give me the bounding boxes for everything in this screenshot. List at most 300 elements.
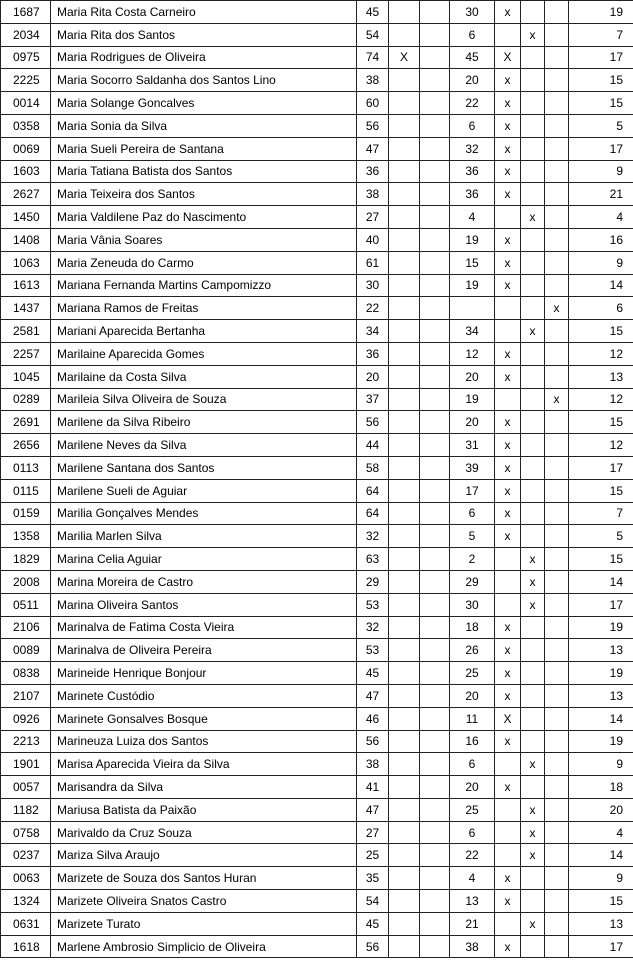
total-cell: 15 — [569, 320, 633, 343]
age-cell: 35 — [357, 867, 389, 890]
table-row — [1, 593, 633, 616]
id-cell: 2257 — [1, 342, 51, 365]
mark-cell-b — [420, 297, 450, 320]
id-cell: 1603 — [1, 160, 51, 183]
age-cell: 20 — [357, 365, 389, 388]
mark-cell-b — [420, 411, 450, 434]
mark-cell-e — [545, 228, 569, 251]
total-cell: 14 — [569, 707, 633, 730]
total-cell: 13 — [569, 912, 633, 935]
mark-cell-e: x — [545, 297, 569, 320]
age-cell: 32 — [357, 525, 389, 548]
mark-cell-d — [521, 69, 545, 92]
mark-cell-e — [545, 342, 569, 365]
id-cell: 0115 — [1, 479, 51, 502]
mark-cell-d: x — [521, 548, 545, 571]
name-cell: Maria Socorro Saldanha dos Santos Lino — [51, 69, 357, 92]
mark-cell-e — [545, 593, 569, 616]
table-body — [1, 1, 633, 958]
count-cell: 25 — [450, 662, 495, 685]
name-cell: Marilia Marlen Silva — [51, 525, 357, 548]
id-cell: 1901 — [1, 753, 51, 776]
mark-cell-b — [420, 707, 450, 730]
mark-cell-b — [420, 114, 450, 137]
mark-cell-e — [545, 456, 569, 479]
total-cell: 19 — [569, 730, 633, 753]
mark-cell-c — [495, 593, 521, 616]
table-row — [1, 935, 633, 958]
age-cell: 27 — [357, 206, 389, 229]
mark-cell-c: x — [495, 456, 521, 479]
table-row — [1, 548, 633, 571]
mark-cell-d — [521, 92, 545, 115]
total-cell: 13 — [569, 684, 633, 707]
count-cell: 4 — [450, 867, 495, 890]
mark-cell-d: x — [521, 844, 545, 867]
mark-cell-c: x — [495, 365, 521, 388]
count-cell: 38 — [450, 935, 495, 958]
mark-cell-c — [495, 23, 521, 46]
name-cell: Marizete Turato — [51, 912, 357, 935]
mark-cell-d — [521, 137, 545, 160]
mark-cell-d — [521, 684, 545, 707]
mark-cell-a — [389, 1, 420, 24]
table-row — [1, 411, 633, 434]
mark-cell-d — [521, 730, 545, 753]
mark-cell-d: x — [521, 23, 545, 46]
name-cell: Maria Rodrigues de Oliveira — [51, 46, 357, 69]
mark-cell-d — [521, 707, 545, 730]
mark-cell-e — [545, 639, 569, 662]
mark-cell-c — [495, 844, 521, 867]
age-cell: 45 — [357, 1, 389, 24]
age-cell: 40 — [357, 228, 389, 251]
mark-cell-c: x — [495, 69, 521, 92]
mark-cell-c — [495, 297, 521, 320]
mark-cell-b — [420, 684, 450, 707]
mark-cell-d: x — [521, 206, 545, 229]
name-cell: Mariusa Batista da Paixão — [51, 798, 357, 821]
age-cell: 45 — [357, 912, 389, 935]
table-row — [1, 662, 633, 685]
count-cell: 20 — [450, 69, 495, 92]
name-cell: Marilia Gonçalves Mendes — [51, 502, 357, 525]
table-row — [1, 684, 633, 707]
mark-cell-d — [521, 365, 545, 388]
mark-cell-e — [545, 753, 569, 776]
table-row — [1, 753, 633, 776]
mark-cell-a — [389, 137, 420, 160]
mark-cell-c — [495, 388, 521, 411]
id-cell: 1450 — [1, 206, 51, 229]
mark-cell-e — [545, 69, 569, 92]
name-cell: Maria Vânia Soares — [51, 228, 357, 251]
age-cell: 29 — [357, 570, 389, 593]
mark-cell-a — [389, 616, 420, 639]
table-row — [1, 228, 633, 251]
total-cell: 12 — [569, 342, 633, 365]
mark-cell-a — [389, 890, 420, 913]
table-row — [1, 616, 633, 639]
age-cell: 27 — [357, 821, 389, 844]
total-cell: 19 — [569, 662, 633, 685]
mark-cell-d — [521, 160, 545, 183]
mark-cell-e — [545, 23, 569, 46]
total-cell: 9 — [569, 160, 633, 183]
mark-cell-a — [389, 456, 420, 479]
name-cell: Marina Oliveira Santos — [51, 593, 357, 616]
mark-cell-d: x — [521, 753, 545, 776]
mark-cell-d — [521, 1, 545, 24]
mark-cell-a — [389, 114, 420, 137]
table-row — [1, 251, 633, 274]
mark-cell-b — [420, 183, 450, 206]
id-cell: 2213 — [1, 730, 51, 753]
count-cell: 11 — [450, 707, 495, 730]
id-cell: 1182 — [1, 798, 51, 821]
id-cell: 1829 — [1, 548, 51, 571]
mark-cell-d — [521, 479, 545, 502]
total-cell: 12 — [569, 434, 633, 457]
table-row — [1, 890, 633, 913]
mark-cell-d: x — [521, 593, 545, 616]
mark-cell-d — [521, 46, 545, 69]
mark-cell-b — [420, 662, 450, 685]
total-cell: 13 — [569, 365, 633, 388]
mark-cell-c: x — [495, 137, 521, 160]
mark-cell-d — [521, 867, 545, 890]
count-cell — [450, 297, 495, 320]
mark-cell-a — [389, 388, 420, 411]
name-cell: Marina Celia Aguiar — [51, 548, 357, 571]
id-cell: 0358 — [1, 114, 51, 137]
count-cell: 2 — [450, 548, 495, 571]
name-cell: Marlene Ambrosio Simplicio de Oliveira — [51, 935, 357, 958]
mark-cell-c — [495, 570, 521, 593]
table-row — [1, 434, 633, 457]
mark-cell-e — [545, 821, 569, 844]
table-row — [1, 456, 633, 479]
name-cell: Marinete Custódio — [51, 684, 357, 707]
table-row — [1, 92, 633, 115]
name-cell: Marizete de Souza dos Santos Huran — [51, 867, 357, 890]
mark-cell-b — [420, 434, 450, 457]
name-cell: Marineide Henrique Bonjour — [51, 662, 357, 685]
id-cell: 0113 — [1, 456, 51, 479]
name-cell: Maria Rita Costa Carneiro — [51, 1, 357, 24]
mark-cell-e — [545, 274, 569, 297]
table-row — [1, 570, 633, 593]
age-cell: 41 — [357, 776, 389, 799]
total-cell: 21 — [569, 183, 633, 206]
mark-cell-d — [521, 662, 545, 685]
mark-cell-e — [545, 912, 569, 935]
mark-cell-d — [521, 228, 545, 251]
count-cell: 15 — [450, 251, 495, 274]
mark-cell-e — [545, 730, 569, 753]
count-cell: 16 — [450, 730, 495, 753]
id-cell: 1687 — [1, 1, 51, 24]
mark-cell-b — [420, 92, 450, 115]
table-row — [1, 23, 633, 46]
table-row — [1, 502, 633, 525]
total-cell: 5 — [569, 525, 633, 548]
table-row — [1, 1, 633, 24]
id-cell: 1408 — [1, 228, 51, 251]
mark-cell-d — [521, 525, 545, 548]
mark-cell-b — [420, 320, 450, 343]
name-cell: Marilene Santana dos Santos — [51, 456, 357, 479]
mark-cell-e — [545, 251, 569, 274]
mark-cell-d — [521, 890, 545, 913]
name-cell: Maria Valdilene Paz do Nascimento — [51, 206, 357, 229]
total-cell: 20 — [569, 798, 633, 821]
mark-cell-b — [420, 821, 450, 844]
age-cell: 47 — [357, 137, 389, 160]
count-cell: 31 — [450, 434, 495, 457]
table-row — [1, 206, 633, 229]
total-cell: 17 — [569, 137, 633, 160]
mark-cell-a — [389, 593, 420, 616]
mark-cell-b — [420, 798, 450, 821]
mark-cell-b — [420, 935, 450, 958]
mark-cell-a — [389, 342, 420, 365]
id-cell: 2581 — [1, 320, 51, 343]
total-cell: 12 — [569, 388, 633, 411]
table-row — [1, 525, 633, 548]
mark-cell-b — [420, 593, 450, 616]
count-cell: 17 — [450, 479, 495, 502]
mark-cell-d — [521, 502, 545, 525]
count-cell: 6 — [450, 114, 495, 137]
mark-cell-d — [521, 251, 545, 274]
mark-cell-a — [389, 434, 420, 457]
mark-cell-c: x — [495, 160, 521, 183]
name-cell: Marizete Oliveira Snatos Castro — [51, 890, 357, 913]
mark-cell-a — [389, 525, 420, 548]
id-cell: 0069 — [1, 137, 51, 160]
table-row — [1, 821, 633, 844]
mark-cell-e — [545, 707, 569, 730]
count-cell: 39 — [450, 456, 495, 479]
mark-cell-e — [545, 935, 569, 958]
table-row — [1, 798, 633, 821]
mark-cell-c — [495, 206, 521, 229]
mark-cell-b — [420, 867, 450, 890]
mark-cell-d — [521, 935, 545, 958]
count-cell: 6 — [450, 753, 495, 776]
mark-cell-c: x — [495, 228, 521, 251]
mark-cell-a — [389, 684, 420, 707]
count-cell: 21 — [450, 912, 495, 935]
count-cell: 26 — [450, 639, 495, 662]
mark-cell-a — [389, 798, 420, 821]
count-cell: 32 — [450, 137, 495, 160]
mark-cell-d: x — [521, 798, 545, 821]
total-cell: 15 — [569, 890, 633, 913]
id-cell: 1063 — [1, 251, 51, 274]
mark-cell-b — [420, 46, 450, 69]
total-cell: 6 — [569, 297, 633, 320]
mark-cell-c: x — [495, 639, 521, 662]
mark-cell-b — [420, 912, 450, 935]
mark-cell-e — [545, 844, 569, 867]
name-cell: Marineuza Luiza dos Santos — [51, 730, 357, 753]
mark-cell-b — [420, 342, 450, 365]
age-cell: 36 — [357, 160, 389, 183]
total-cell: 9 — [569, 753, 633, 776]
age-cell: 45 — [357, 662, 389, 685]
mark-cell-a — [389, 570, 420, 593]
table-row — [1, 365, 633, 388]
mark-cell-c: x — [495, 411, 521, 434]
mark-cell-c: x — [495, 183, 521, 206]
table-row — [1, 342, 633, 365]
mark-cell-e — [545, 114, 569, 137]
mark-cell-b — [420, 525, 450, 548]
table-row — [1, 297, 633, 320]
id-cell: 1437 — [1, 297, 51, 320]
mark-cell-d — [521, 388, 545, 411]
name-cell: Marilene Neves da Silva — [51, 434, 357, 457]
total-cell: 7 — [569, 502, 633, 525]
mark-cell-a — [389, 228, 420, 251]
age-cell: 64 — [357, 479, 389, 502]
mark-cell-c: x — [495, 890, 521, 913]
name-cell: Marilene Sueli de Aguiar — [51, 479, 357, 502]
table-row — [1, 730, 633, 753]
table-row — [1, 867, 633, 890]
mark-cell-b — [420, 890, 450, 913]
count-cell: 20 — [450, 776, 495, 799]
mark-cell-d — [521, 639, 545, 662]
mark-cell-a — [389, 912, 420, 935]
mark-cell-a — [389, 502, 420, 525]
mark-cell-e — [545, 776, 569, 799]
id-cell: 1358 — [1, 525, 51, 548]
mark-cell-a — [389, 867, 420, 890]
total-cell: 15 — [569, 69, 633, 92]
name-cell: Marisandra da Silva — [51, 776, 357, 799]
mark-cell-c: x — [495, 342, 521, 365]
mark-cell-e — [545, 502, 569, 525]
id-cell: 2107 — [1, 684, 51, 707]
age-cell: 46 — [357, 707, 389, 730]
table-row — [1, 844, 633, 867]
mark-cell-e — [545, 662, 569, 685]
age-cell: 56 — [357, 935, 389, 958]
mark-cell-e — [545, 616, 569, 639]
id-cell: 2106 — [1, 616, 51, 639]
mark-cell-a — [389, 23, 420, 46]
id-cell: 0159 — [1, 502, 51, 525]
age-cell: 58 — [357, 456, 389, 479]
count-cell: 6 — [450, 502, 495, 525]
table-row — [1, 114, 633, 137]
mark-cell-c: x — [495, 525, 521, 548]
mark-cell-c: x — [495, 434, 521, 457]
mark-cell-e: x — [545, 388, 569, 411]
mark-cell-a — [389, 479, 420, 502]
age-cell: 60 — [357, 92, 389, 115]
mark-cell-c: x — [495, 1, 521, 24]
name-cell: Maria Tatiana Batista dos Santos — [51, 160, 357, 183]
mark-cell-e — [545, 570, 569, 593]
total-cell: 5 — [569, 114, 633, 137]
total-cell: 19 — [569, 616, 633, 639]
mark-cell-c: x — [495, 114, 521, 137]
table-row — [1, 183, 633, 206]
mark-cell-c — [495, 798, 521, 821]
total-cell: 17 — [569, 46, 633, 69]
count-cell: 22 — [450, 92, 495, 115]
id-cell: 0063 — [1, 867, 51, 890]
mark-cell-c: X — [495, 46, 521, 69]
table-row — [1, 46, 633, 69]
id-cell: 0631 — [1, 912, 51, 935]
mark-cell-b — [420, 639, 450, 662]
name-cell: Marilene da Silva Ribeiro — [51, 411, 357, 434]
mark-cell-a — [389, 662, 420, 685]
count-cell: 25 — [450, 798, 495, 821]
mark-cell-a — [389, 206, 420, 229]
id-cell: 2627 — [1, 183, 51, 206]
count-cell: 4 — [450, 206, 495, 229]
mark-cell-e — [545, 365, 569, 388]
age-cell: 53 — [357, 593, 389, 616]
total-cell: 9 — [569, 867, 633, 890]
mark-cell-b — [420, 456, 450, 479]
total-cell: 15 — [569, 548, 633, 571]
age-cell: 34 — [357, 320, 389, 343]
age-cell: 47 — [357, 798, 389, 821]
mark-cell-e — [545, 46, 569, 69]
total-cell: 13 — [569, 639, 633, 662]
mark-cell-b — [420, 753, 450, 776]
total-cell: 4 — [569, 206, 633, 229]
mark-cell-d — [521, 297, 545, 320]
mark-cell-b — [420, 479, 450, 502]
count-cell: 19 — [450, 228, 495, 251]
mark-cell-b — [420, 365, 450, 388]
id-cell: 0089 — [1, 639, 51, 662]
table-row — [1, 137, 633, 160]
name-cell: Maria Solange Goncalves — [51, 92, 357, 115]
name-cell: Marinete Gonsalves Bosque — [51, 707, 357, 730]
name-cell: Marisa Aparecida Vieira da Silva — [51, 753, 357, 776]
mark-cell-b — [420, 228, 450, 251]
count-cell: 34 — [450, 320, 495, 343]
total-cell: 15 — [569, 92, 633, 115]
mark-cell-a — [389, 160, 420, 183]
id-cell: 0289 — [1, 388, 51, 411]
total-cell: 15 — [569, 411, 633, 434]
mark-cell-a — [389, 776, 420, 799]
name-cell: Mariana Fernanda Martins Campomizzo — [51, 274, 357, 297]
count-cell: 19 — [450, 388, 495, 411]
mark-cell-e — [545, 320, 569, 343]
mark-cell-d — [521, 616, 545, 639]
count-cell: 19 — [450, 274, 495, 297]
id-cell: 0014 — [1, 92, 51, 115]
name-cell: Mariani Aparecida Bertanha — [51, 320, 357, 343]
mark-cell-a: X — [389, 46, 420, 69]
mark-cell-b — [420, 160, 450, 183]
count-cell: 20 — [450, 411, 495, 434]
mark-cell-b — [420, 206, 450, 229]
total-cell: 14 — [569, 844, 633, 867]
mark-cell-b — [420, 502, 450, 525]
